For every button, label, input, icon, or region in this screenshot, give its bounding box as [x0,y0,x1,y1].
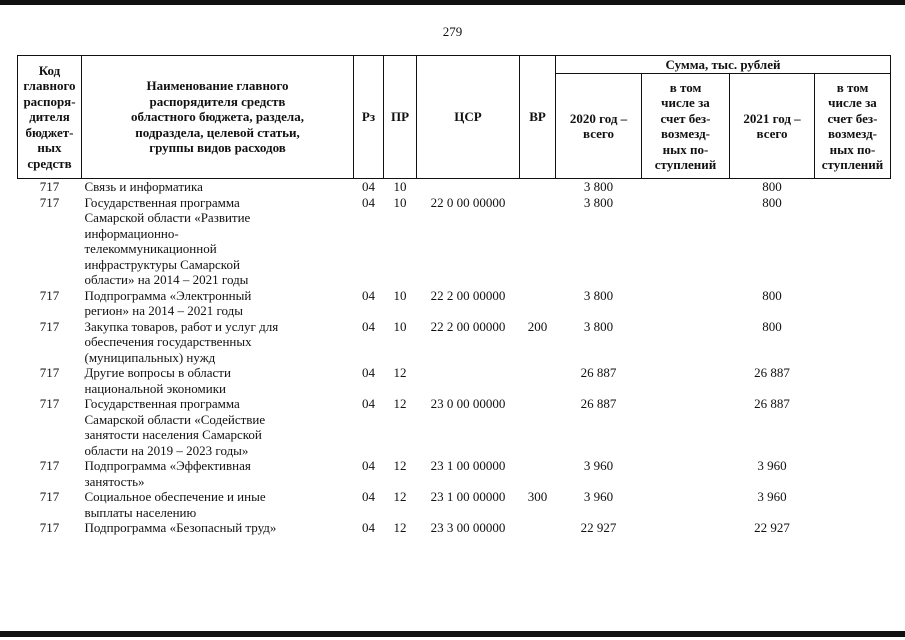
cell-2021-total: 22 927 [754,520,790,535]
cell-name: Подпрограмма «Безопасный труд» [84,520,277,535]
cell-2021-total: 26 887 [754,365,790,380]
cell-2020-total: 3 960 [583,458,614,473]
cell-pr: 12 [393,458,407,473]
cell-vr: 300 [527,489,548,504]
cell-vr: 200 [527,318,548,334]
cell-csr: 22 0 00 00000 [430,194,506,210]
cell-code: 717 [39,458,60,473]
cell-pr: 10 [393,179,407,194]
cell-2020-gratuitous [642,195,730,288]
table-row [18,365,891,396]
cell-2020-total: 26 887 [580,396,617,411]
table-row [18,179,891,195]
cell-code: 717 [39,489,60,504]
cell-2020-gratuitous [642,520,730,536]
cell-2021-total: 3 960 [757,489,787,504]
table-row [18,489,891,520]
cell-2020-total: 3 800 [583,318,614,334]
table-row [18,288,891,319]
cell-rz: 04 [362,194,375,210]
cell-2021-total: 800 [762,318,782,334]
cell-2021-total: 800 [762,179,782,194]
bottom-rule [0,631,905,637]
cell-pr: 12 [393,396,407,411]
cell-rz: 04 [362,520,375,535]
cell-name: Другие вопросы в области национальной экономики [84,365,231,396]
cell-2021-gratuitous [815,489,891,520]
cell-2021-gratuitous [815,319,891,366]
cell-code: 717 [39,365,60,380]
header-vr: ВР [520,56,556,179]
cell-csr: 23 0 00 00000 [430,396,506,411]
cell-name: Связь и информатика [84,179,203,194]
cell-2020-gratuitous [642,396,730,458]
cell-2021-gratuitous [815,396,891,458]
cell-pr: 12 [393,365,407,380]
table-row [18,319,891,366]
cell-pr: 10 [393,194,407,210]
cell-name: Подпрограмма «Электронный регион» на 2014 – 2021 годы [84,287,252,318]
table-row [18,520,891,536]
header-sum-group: Сумма, тыс. рублей [556,56,891,74]
header-rz: Рз [354,56,384,179]
cell-2021-gratuitous [815,365,891,396]
budget-table [17,55,891,536]
cell-code: 717 [39,520,60,535]
cell-rz: 04 [362,396,375,411]
header-2020-total: 2020 год – всего [556,74,642,179]
cell-2020-gratuitous [642,179,730,195]
cell-2021-gratuitous [815,520,891,536]
cell-csr: 22 2 00 00000 [430,318,506,334]
cell-csr: 23 1 00 00000 [430,489,506,504]
cell-rz: 04 [362,318,375,334]
cell-code: 717 [39,179,60,194]
table-row [18,195,891,288]
cell-vr [520,520,556,536]
cell-2021-total: 800 [762,287,782,303]
header-name: Наименование главного распорядителя средств областного бюджета, раздела, подраздела, целевой статьи, группы видов расходов [82,56,354,179]
cell-name: Государственная программа Самарской области «Развитие информационно- телекоммуникационной инфраструктуры Самарской области» на 2014 – 2021 годы [84,194,251,287]
cell-2021-total: 26 887 [754,396,790,411]
cell-2020-total: 3 800 [583,194,614,210]
cell-2020-gratuitous [642,365,730,396]
cell-csr: 22 2 00 00000 [430,287,506,303]
cell-vr [520,365,556,396]
cell-code: 717 [39,318,60,334]
cell-2021-gratuitous [815,288,891,319]
cell-csr: 23 3 00 00000 [430,520,506,535]
cell-rz: 04 [362,458,375,473]
cell-2021-total: 800 [762,194,782,210]
cell-vr [520,195,556,288]
cell-rz: 04 [362,365,375,380]
cell-rz: 04 [362,489,375,504]
cell-csr: 23 1 00 00000 [430,458,506,473]
cell-2020-total: 22 927 [580,520,617,535]
cell-code: 717 [39,396,60,411]
header-pr: ПР [384,56,417,179]
cell-name: Государственная программа Самарской области «Содействие занятости населения Самарской области на 2019 – 2023 годы» [84,396,266,458]
cell-vr [520,179,556,195]
cell-2020-gratuitous [642,319,730,366]
cell-rz: 04 [362,287,375,303]
cell-name: Подпрограмма «Эффективная занятость» [84,458,251,489]
cell-2021-gratuitous [815,195,891,288]
cell-2021-gratuitous [815,458,891,489]
cell-vr [520,458,556,489]
table-row [18,458,891,489]
page-number: 279 [442,24,463,39]
cell-2021-total: 3 960 [757,458,787,473]
cell-vr [520,288,556,319]
cell-pr: 12 [393,520,407,535]
cell-2020-total: 26 887 [580,365,617,380]
cell-vr [520,396,556,458]
cell-2020-gratuitous [642,458,730,489]
header-2021-total: 2021 год – всего [730,74,815,179]
cell-2020-total: 3 800 [583,179,614,194]
table-body [18,179,891,536]
cell-2020-gratuitous [642,489,730,520]
cell-csr [417,179,520,195]
header-2021-gratuitous: в том числе за счет без- возмезд- ных по- ступлений [815,74,891,179]
cell-2020-total: 3 800 [583,287,614,303]
cell-csr [417,365,520,396]
cell-2021-gratuitous [815,179,891,195]
header-2020-gratuitous: в том числе за счет без- возмезд- ных по- ступлений [642,74,730,179]
cell-pr: 12 [393,489,407,504]
table-row [18,396,891,458]
cell-name: Закупка товаров, работ и услуг для обеспечения государственных (муниципальных) нужд [84,318,279,365]
header-code: Код главного распоря- дителя бюджет- ных средств [18,56,82,179]
top-rule [0,0,905,5]
cell-code: 717 [39,287,60,303]
cell-pr: 10 [393,318,407,334]
cell-code: 717 [39,194,60,210]
cell-rz: 04 [362,179,375,194]
cell-pr: 10 [393,287,407,303]
header-csr: ЦСР [417,56,520,179]
cell-2020-gratuitous [642,288,730,319]
cell-name: Социальное обеспечение и иные выплаты населению [84,489,266,520]
cell-2020-total: 3 960 [583,489,614,504]
